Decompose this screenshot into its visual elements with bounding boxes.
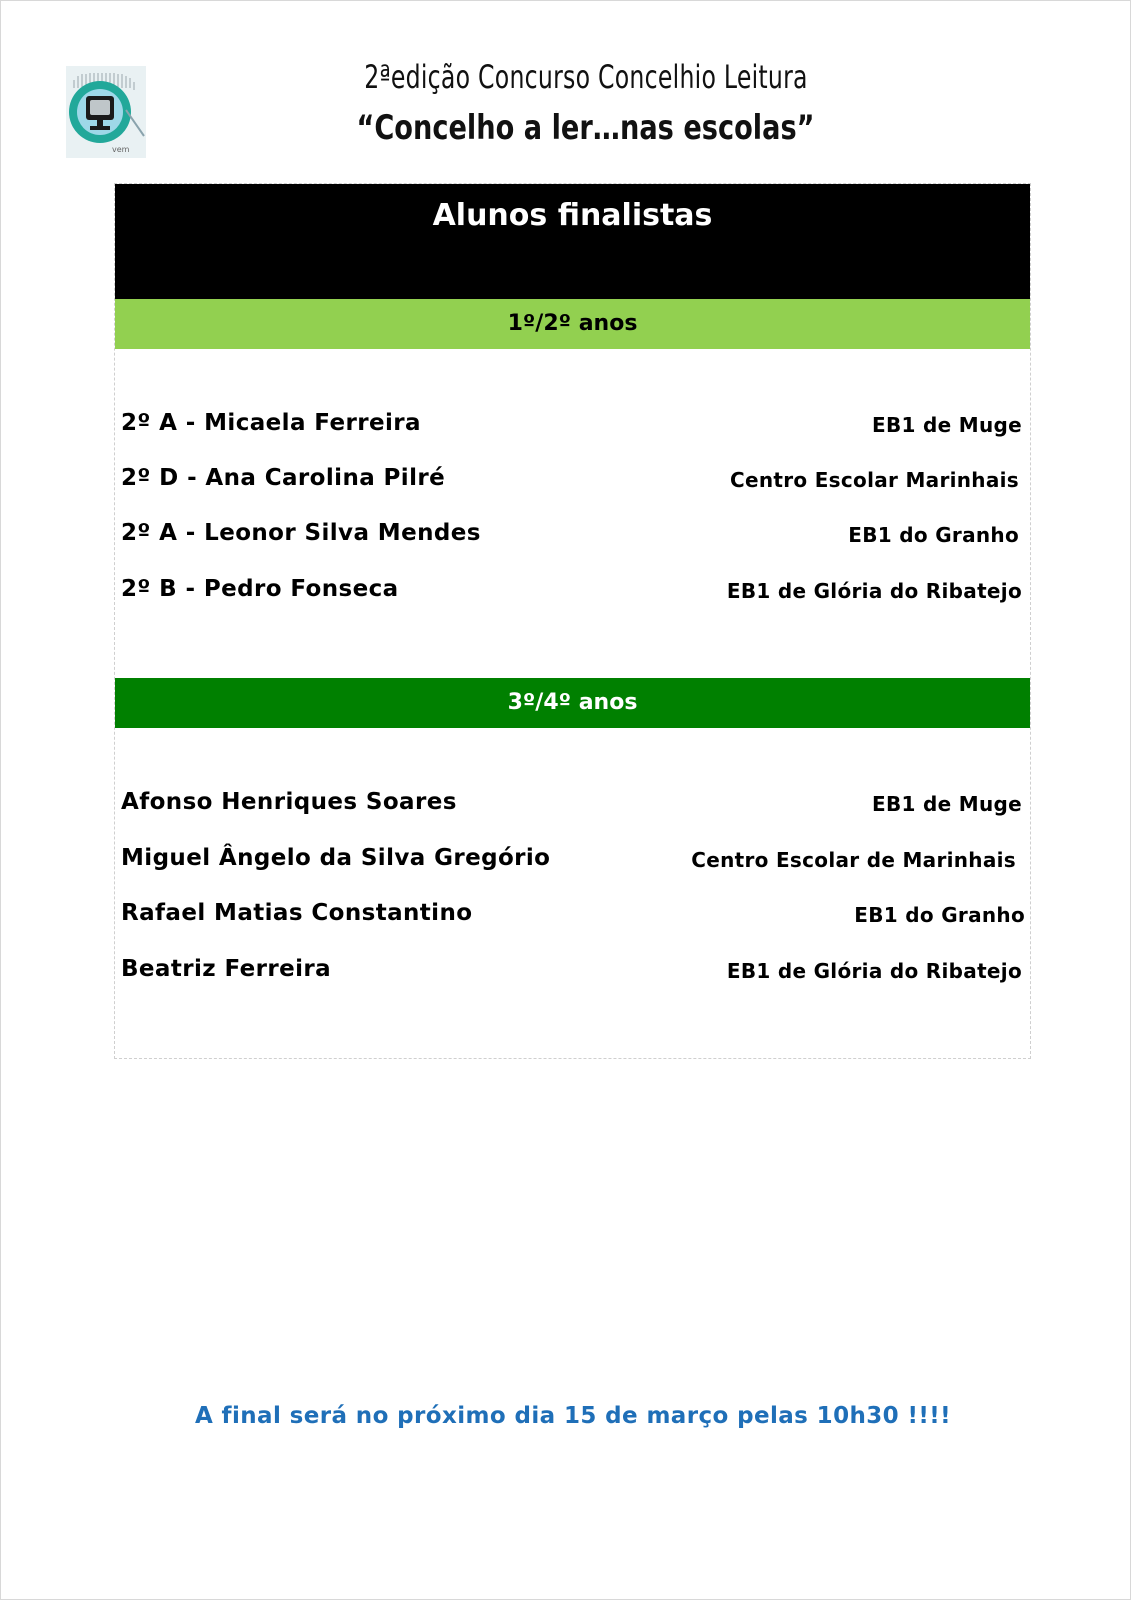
list-item — [115, 789, 1030, 829]
svg-text:vem: vem — [112, 145, 130, 154]
page-title: 2ªedição Concurso Concelhio Leitura — [364, 58, 808, 96]
student-name: 2º D - Ana Carolina Pilré — [121, 465, 446, 491]
school-name: EB1 de Muge — [872, 792, 1022, 816]
list-item — [115, 900, 1030, 940]
student-name: 2º A - Micaela Ferreira — [121, 410, 421, 436]
student-name: 2º B - Pedro Fonseca — [121, 576, 399, 602]
list-item — [115, 956, 1030, 996]
school-name: EB1 de Glória do Ribatejo — [726, 579, 1022, 603]
school-name: EB1 do Granho — [854, 903, 1025, 927]
school-name: EB1 de Glória do Ribatejo — [726, 959, 1022, 983]
list-item — [115, 465, 1030, 505]
student-name: Rafael Matias Constantino — [121, 900, 473, 926]
group-band-1: 1º/2º anos — [115, 299, 1030, 349]
school-name: EB1 de Muge — [872, 413, 1022, 437]
student-name: 2º A - Leonor Silva Mendes — [121, 520, 481, 546]
page-subtitle: “Concelho a ler…nas escolas” — [356, 108, 815, 148]
table-header-title: Alunos finalistas — [432, 198, 713, 233]
list-item — [115, 520, 1030, 560]
list-item — [115, 845, 1030, 885]
student-name: Afonso Henriques Soares — [121, 789, 457, 815]
school-name: EB1 do Granho — [848, 523, 1019, 547]
footer-announcement: A final será no próximo dia 15 de março pelas 10h30 !!!! — [194, 1403, 952, 1429]
list-item — [115, 410, 1030, 450]
school-name: Centro Escolar Marinhais — [730, 468, 1019, 492]
table-header — [115, 184, 1030, 299]
list-item — [115, 576, 1030, 616]
student-name: Beatriz Ferreira — [121, 956, 332, 982]
student-name: Miguel Ângelo da Silva Gregório — [121, 845, 551, 871]
finalists-table — [114, 183, 1031, 1059]
school-name: Centro Escolar de Marinhais — [691, 848, 1016, 872]
group-band-2: 3º/4º anos — [115, 678, 1030, 728]
